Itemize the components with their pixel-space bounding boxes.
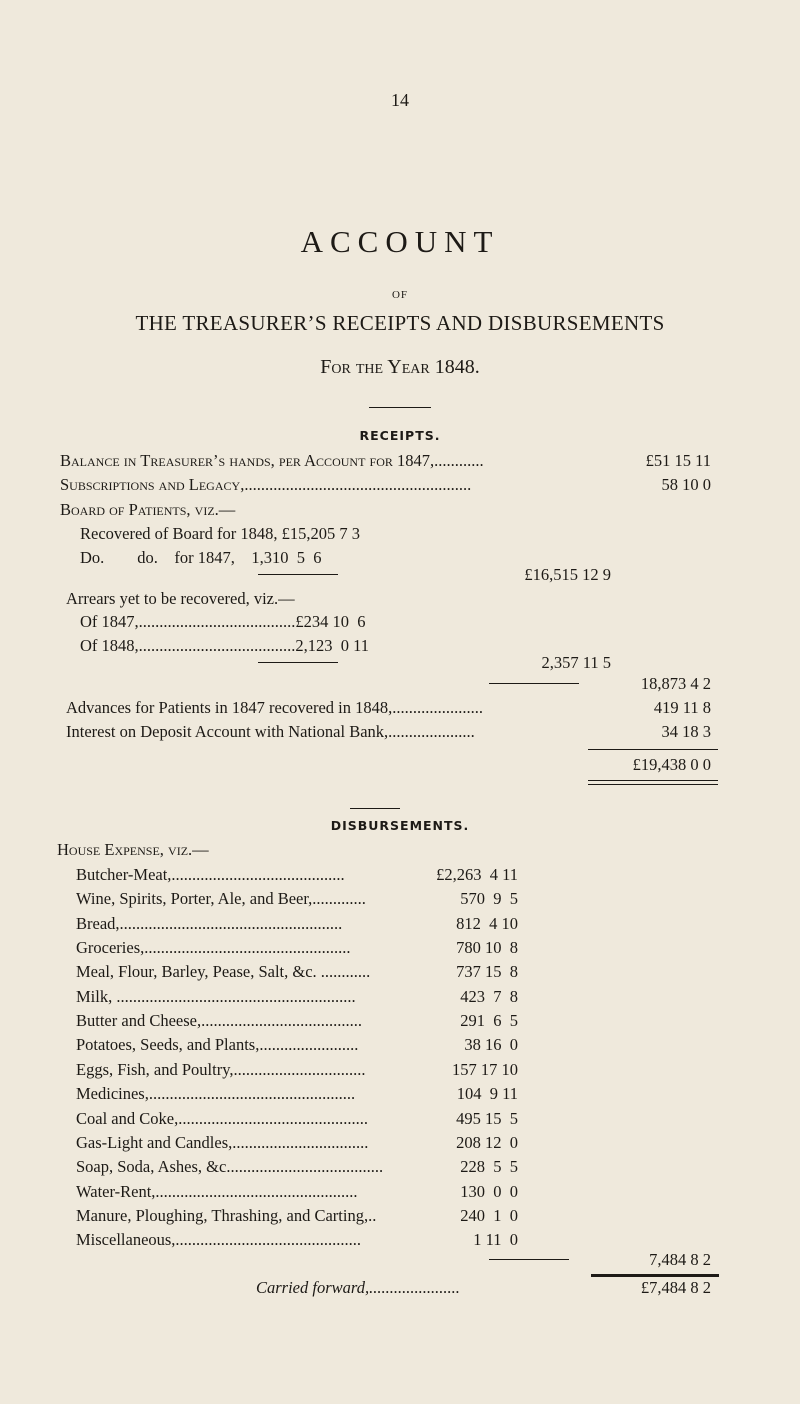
house-total: 7,484 8 2 — [649, 1250, 711, 1269]
disbursement-label: Milk, .......................................................... — [76, 986, 356, 1006]
subtitle: THE TREASURER’S RECEIPTS AND DISBURSEMENTS — [135, 311, 665, 335]
grand-total: £19,438 0 0 — [632, 755, 711, 774]
rule — [489, 683, 579, 684]
year-line: For the Year 1848. — [320, 356, 480, 378]
balance-value: £51 15 11 — [645, 451, 711, 470]
disbursement-label: Water-Rent,................................................. — [76, 1181, 358, 1201]
disbursement-label: Eggs, Fish, and Poultry,................................ — [76, 1059, 366, 1079]
arrears-1847: Of 1847,......................................£234 10 6 — [80, 612, 366, 631]
divider — [350, 808, 400, 809]
disbursement-value: 157 17 10 — [452, 1059, 518, 1079]
disbursement-label: Wine, Spirits, Porter, Ale, and Beer,............. — [76, 889, 366, 909]
interest-label: Interest on Deposit Account with National Bank,..................... — [66, 722, 475, 741]
disbursement-label: Coal and Coke,.............................................. — [76, 1108, 368, 1128]
disbursement-value: 130 0 0 — [460, 1181, 518, 1201]
disbursements-heading: DISBURSEMENTS. — [330, 818, 470, 833]
disbursement-value: 104 9 11 — [456, 1084, 518, 1104]
disbursement-label: Meal, Flour, Barley, Pease, Salt, &c. ............ — [76, 962, 371, 982]
board-subtotal: £16,515 12 9 — [524, 565, 611, 584]
disbursement-value: £2,263 4 11 — [436, 865, 518, 884]
disbursement-label: Miscellaneous,............................................. — [76, 1230, 362, 1250]
disbursement-label: Butter and Cheese,....................................... — [76, 1011, 362, 1031]
disbursement-value: 291 6 5 — [460, 1011, 518, 1031]
disbursement-value: 1 11 0 — [473, 1230, 518, 1250]
recovered-label: Recovered of Board for 1848, £15,205 7 3 — [80, 524, 360, 543]
arrears-1848: Of 1848,......................................2,123 0 11 — [80, 636, 370, 655]
subscriptions-label: Subscriptions and Legacy,....................................................... — [60, 475, 472, 494]
arrears-subtotal: 2,357 11 5 — [541, 653, 611, 672]
disbursement-label: Potatoes, Seeds, and Plants,........................ — [76, 1035, 359, 1055]
advances-value: 419 11 8 — [653, 698, 711, 717]
arrears-label: Arrears yet to be recovered, viz.— — [66, 589, 295, 608]
disbursement-value: 228 5 5 — [460, 1157, 518, 1177]
rule — [489, 1259, 569, 1260]
carried-label: Carried forward,...................... — [256, 1278, 460, 1297]
subscriptions-value: 58 10 0 — [661, 475, 711, 494]
page-title: ACCOUNT — [300, 224, 500, 259]
rule — [258, 574, 338, 575]
disbursement-value: 240 1 0 — [460, 1205, 518, 1225]
disbursement-label: Butcher-Meat,.......................................... — [76, 865, 345, 884]
rule — [258, 662, 338, 663]
disbursement-value: 780 10 8 — [456, 938, 518, 958]
title-of: OF — [391, 289, 409, 301]
disbursement-label: Gas-Light and Candles,................................. — [76, 1132, 369, 1152]
rule — [591, 1274, 719, 1277]
disbursement-label: Groceries,.................................................. — [76, 938, 351, 958]
interest-value: 34 18 3 — [661, 722, 711, 741]
rule — [588, 749, 718, 750]
board-total: 18,873 4 2 — [640, 674, 711, 693]
disbursement-value: 737 15 8 — [456, 962, 518, 982]
carried-value: £7,484 8 2 — [640, 1278, 711, 1297]
divider — [369, 407, 431, 408]
board-label: Board of Patients, viz.— — [60, 500, 236, 519]
rule — [588, 784, 718, 785]
advances-label: Advances for Patients in 1847 recovered in 1848,...................... — [66, 698, 483, 717]
disbursement-label: Bread,...................................................... — [76, 913, 343, 933]
disbursement-value: 38 16 0 — [464, 1035, 518, 1055]
disbursement-label: Manure, Ploughing, Thrashing, and Carting,.. — [76, 1205, 377, 1225]
do-label: Do. do. for 1847, 1,310 5 6 — [80, 548, 322, 567]
disbursement-value: 812 4 10 — [456, 913, 518, 933]
receipts-heading: RECEIPTS. — [359, 428, 441, 443]
rule — [588, 780, 718, 781]
house-label: House Expense, viz.— — [57, 840, 209, 859]
disbursement-value: 208 12 0 — [456, 1132, 518, 1152]
disbursement-label: Soap, Soda, Ashes, &c...................................... — [76, 1157, 384, 1177]
disbursement-value: 423 7 8 — [460, 986, 518, 1006]
disbursement-label: Medicines,.................................................. — [76, 1084, 356, 1104]
page-number: 14 — [391, 90, 409, 110]
disbursement-value: 570 9 5 — [460, 889, 518, 909]
disbursement-value: 495 15 5 — [456, 1108, 518, 1128]
balance-label: Balance in Treasurer’s hands, per Account for 1847,............ — [60, 451, 484, 470]
